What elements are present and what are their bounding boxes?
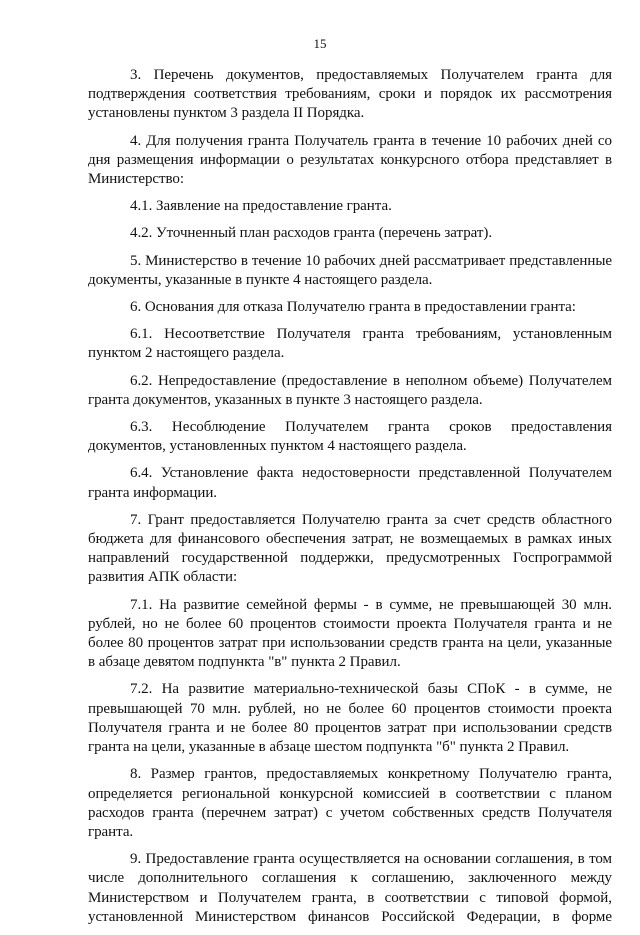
paragraph-6: 6. Основания для отказа Получателю гранта в предоставлении гранта: [130, 299, 576, 316]
paragraph-5: 5. Министерство в течение 10 рабочих дней рассматривает представленные документы, указанные в пункте 4 настоящего раздела. [88, 252, 612, 288]
paragraph-6-3: 6.3. Несоблюдение Получателем гранта сроков предоставления документов, установленных пунктом 4 настоящего раздела. [88, 419, 612, 455]
paragraph-6-2: 6.2. Непредоставление (предоставление в неполном объеме) Получателем гранта документов, указанных в пункте 3 настоящего раздела. [88, 372, 612, 408]
page-number: 15 [313, 36, 327, 51]
paragraph-9: 9. Предоставление гранта осуществляется на основании соглашения, в том числе дополнительного соглашения к соглашению, заключенного между Министерством и Получателем гранта, в соответствии с типовой формой, установленной Министерством финансов Российской Федерации, в форме [88, 851, 612, 925]
paragraph-4-2: 4.2. Уточненный план расходов гранта (перечень затрат). [130, 225, 493, 242]
paragraph-6-1: 6.1. Несоответствие Получателя гранта требованиям, установленным пунктом 2 настоящего раздела. [88, 326, 612, 362]
paragraph-6-4: 6.4. Установление факта недостоверности представленной Получателем гранта информации. [88, 465, 612, 501]
paragraph-4-1: 4.1. Заявление на предоставление гранта. [130, 198, 392, 215]
paragraph-7-1: 7.1. На развитие семейной фермы - в сумме, не превышающей 30 млн. рублей, но не более 60 процентов стоимости проекта Получателя гранта и не более 80 процентов затрат при использовании средств гранта на цели, указанные в абзаце девятом подпункта "в" пункта 2 Правил. [88, 596, 612, 671]
paragraph-7-2: 7.2. На развитие материально-технической базы СПоК - в сумме, не превышающей 70 млн. рублей, но не более 60 процентов стоимости проекта Получателя гранта и не более 80 процентов затрат при использовании средств гранта на цели, указанные в абзаце шестом подпункта "б" пункта 2 Правил. [88, 681, 612, 756]
paragraph-4: 4. Для получения гранта Получатель гранта в течение 10 рабочих дней со дня размещения информации о результатах конкурсного отбора представляет в Министерство: [88, 132, 612, 188]
paragraph-7: 7. Грант предоставляется Получателю гранта за счет средств областного бюджета для финансового обеспечения затрат, не возмещаемых в рамках иных направлений государственной поддержки, предусмотренных Госпрограммой развития АПК области: [88, 511, 612, 586]
document-body [88, 66, 612, 935]
paragraph-3: 3. Перечень документов, предоставляемых Получателем гранта для подтверждения соответствия требованиям, сроки и порядок их рассмотрения установлены пунктом 3 раздела II Порядка. [88, 67, 612, 122]
paragraph-8: 8. Размер грантов, предоставляемых конкретному Получателю гранта, определяется региональной конкурсной комиссией в соответствии с планом расходов гранта (перечнем затрат) с учетом собственных средств Получателя гранта. [88, 766, 612, 840]
